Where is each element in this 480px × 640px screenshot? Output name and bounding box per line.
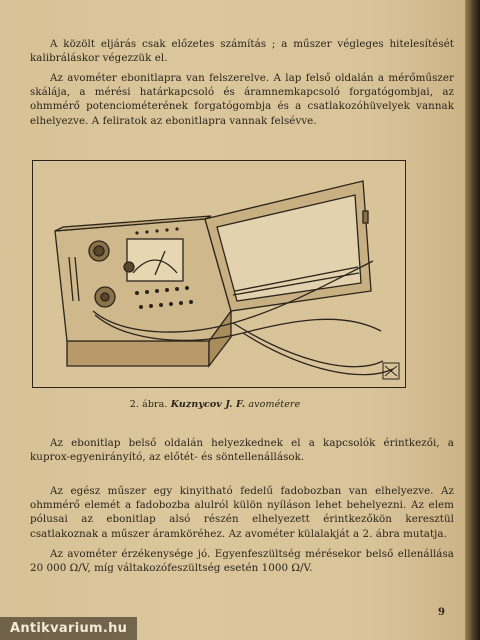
avometer-illustration	[33, 161, 405, 387]
page-number: 9	[438, 607, 445, 618]
paragraph-5: Az avométer érzékenysége jó. Egyenfeszültség mérésekor belső ellenállása 20 000 Ω/V, míg váltakozófeszültség esetén 1000 Ω/V.	[30, 548, 454, 575]
paragraph-2: Az avométer ebonitlapra van felszerelve. A lap felső oldalán a mérőműszer skálája, a mérési határkapcsoló és áramnemkapcsoló forgatógombjai, az ohmmérő potenciométerének forgatógombja és a csatlakozóhüvelyek vannak elhelyezve. A feliratok az ebonitlapra vannak felsévve.	[30, 72, 454, 127]
book-spine	[465, 0, 480, 640]
paragraph-3: Az ebonitlap belső oldalán helyezkednek el a kapcsolók érintkezői, a kuprox-egyenirányító, az előtét- és söntellenállások.	[30, 437, 454, 464]
caption-prefix: 2. ábra.	[129, 399, 168, 410]
figure-avometer	[32, 160, 406, 388]
paragraph-1: A közölt eljárás csak előzetes számítás ; a műszer végleges hitelesítését kalibráláskor végezzük el.	[30, 38, 454, 65]
caption-name: Kuznycov J. F.	[170, 399, 246, 410]
paragraph-4: Az egész műszer egy kinyitható fedelű fadobozban van elhelyezve. Az ohmmérő elemét a fadobozba alulról külön nyíláson lehet behelyezni. Az elem pólusai az ebonitlap alsó részén elhelyezett érintkezőkön keresztül csatlakoznak a műszer áramköréhez. Az avométer külalakját a 2. ábra mutatja.	[30, 485, 454, 540]
watermark: Antikvarium.hu	[0, 617, 137, 640]
figure-caption	[80, 399, 350, 410]
caption-rest: avométere	[248, 399, 301, 410]
